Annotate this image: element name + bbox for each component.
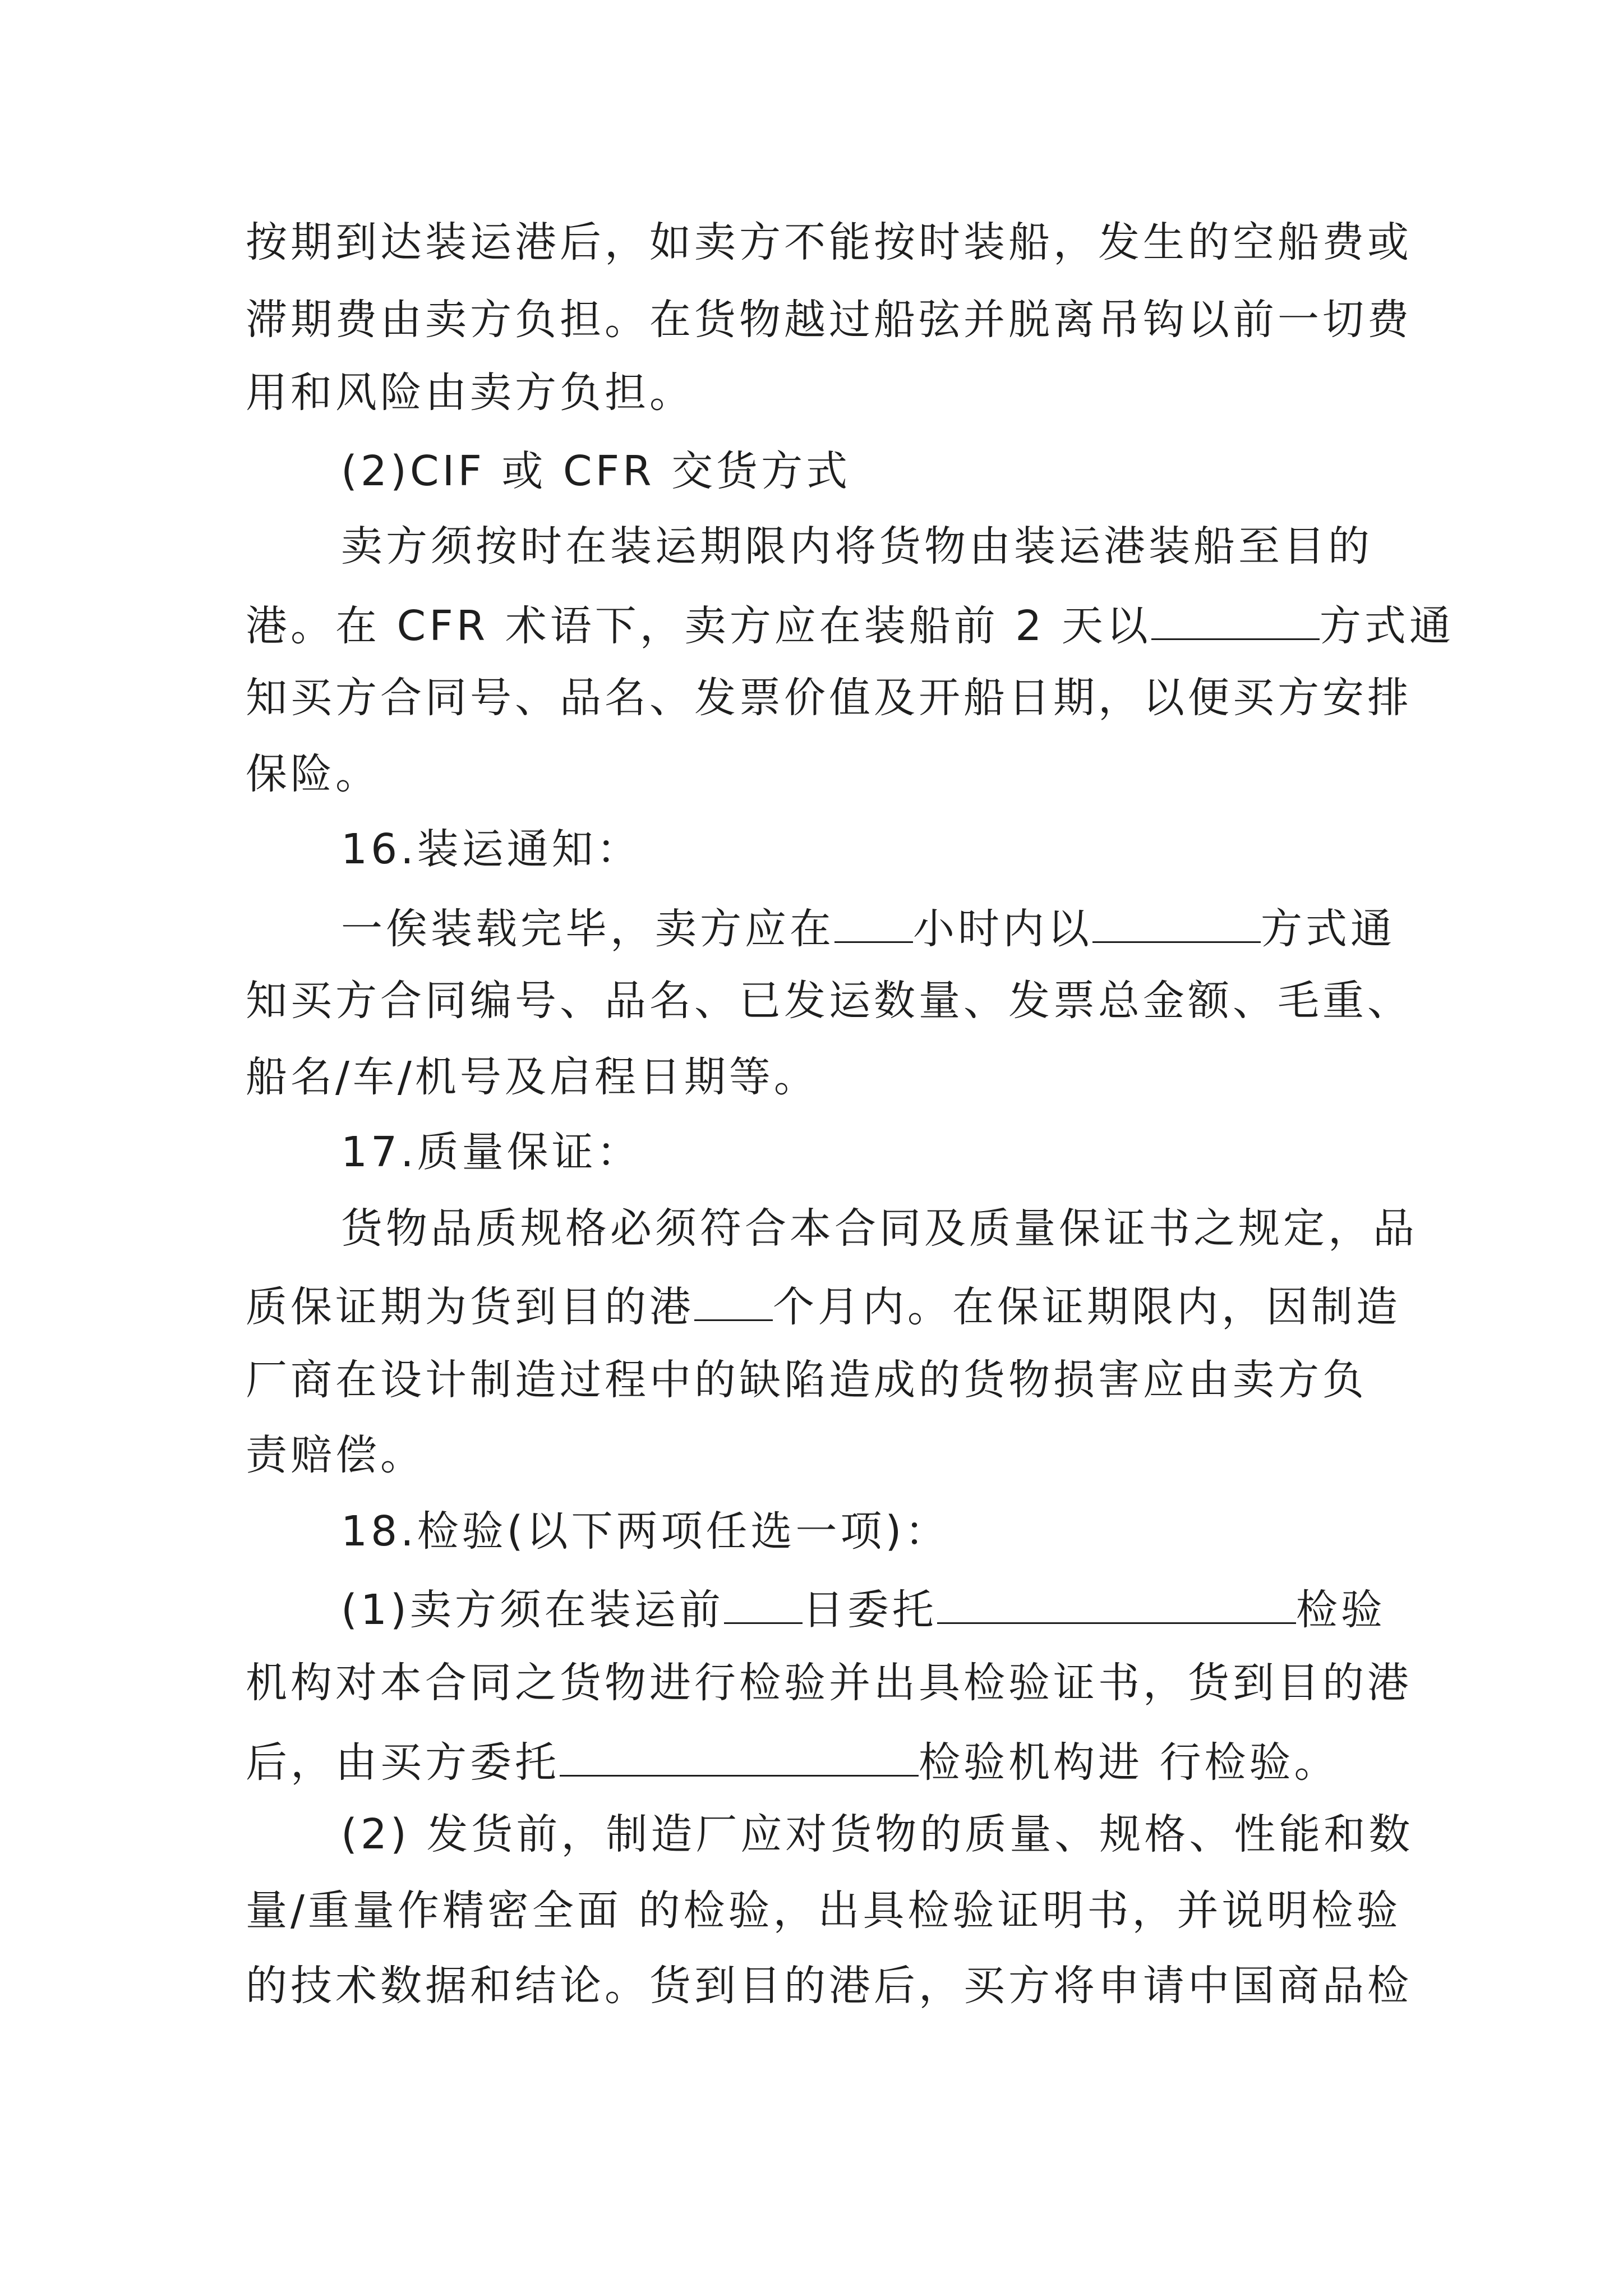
line-text: 日委托 — [802, 1586, 937, 1634]
line-text: 量/重量作精密全面 的检验，出具检验证明书，并说明检验 — [246, 1887, 1401, 1935]
line-text: 机构对本合同之货物进行检验并出具检验证书，货到目的港 — [246, 1659, 1412, 1707]
line-text: 卖方须按时在装运期限内将货物由装运港装船至目的 — [341, 522, 1373, 570]
line-text: 知买方合同编号、品名、已发运数量、发票总金额、毛重、 — [246, 977, 1412, 1025]
line-text: 滞期费由卖方负担。在货物越过船弦并脱离吊钩以前一切费 — [246, 296, 1412, 344]
line-text: 方式通 — [1261, 905, 1395, 953]
fill-in-blank[interactable] — [694, 1276, 773, 1321]
line-text: (2)CIF 或 CFR 交货方式 — [341, 447, 851, 495]
line-text: 知买方合同号、品名、发票价值及开船日期，以便买方安排 — [246, 674, 1412, 722]
text-line — [341, 898, 1623, 957]
text-line — [246, 595, 1623, 654]
fill-in-blank[interactable] — [1151, 595, 1320, 640]
line-text: 的技术数据和结论。货到目的港后，买方将申请中国商品检 — [246, 1962, 1412, 2010]
line-text: (2) 发货前，制造厂应对货物的质量、规格、性能和数 — [341, 1810, 1414, 1858]
fill-in-blank[interactable] — [834, 898, 913, 943]
line-text: 质保证期为货到目的港 — [246, 1283, 694, 1331]
text-line — [246, 1958, 1623, 2014]
line-text: 18.检验(以下两项任选一项)： — [341, 1507, 950, 1556]
text-line — [341, 1806, 1623, 1862]
line-text: 检验 — [1295, 1586, 1386, 1634]
line-text: 按期到达装运港后，如卖方不能按时装船，发生的空船费或 — [246, 218, 1412, 266]
text-line — [246, 1276, 1623, 1335]
text-line — [341, 1579, 1623, 1638]
line-text: 后，由买方委托 — [246, 1738, 560, 1787]
text-line — [341, 1124, 1623, 1180]
text-line — [246, 1427, 1623, 1483]
line-text: 17.质量保证： — [341, 1128, 642, 1176]
text-line — [246, 746, 1623, 802]
line-text: 厂商在设计制造过程中的缺陷造成的货物损害应由卖方负 — [246, 1356, 1367, 1404]
fill-in-blank[interactable] — [724, 1579, 803, 1624]
text-line — [246, 1655, 1623, 1711]
line-text: 方式通 — [1319, 602, 1454, 650]
text-line — [246, 1731, 1623, 1791]
text-line — [246, 292, 1623, 348]
text-line — [341, 821, 1623, 877]
text-line — [341, 443, 1623, 499]
fill-in-blank[interactable] — [937, 1579, 1296, 1624]
text-line — [246, 1049, 1623, 1105]
text-line — [246, 365, 1623, 421]
line-text: 用和风险由卖方负担。 — [246, 369, 694, 417]
fill-in-blank[interactable] — [560, 1731, 919, 1777]
line-text: 船名/车/机号及启程日期等。 — [246, 1053, 819, 1101]
text-line — [341, 1200, 1623, 1257]
line-text: 港。在 CFR 术语下，卖方应在装船前 2 天以 — [246, 602, 1151, 650]
line-text: 货物品质规格必须符合本合同及质量保证书之规定，品 — [341, 1204, 1418, 1253]
fill-in-blank[interactable] — [1092, 898, 1261, 943]
line-text: (1)卖方须在装运前 — [341, 1586, 724, 1634]
line-text: 小时内以 — [913, 905, 1092, 953]
line-text: 个月内。在保证期限内，因制造 — [773, 1283, 1401, 1331]
text-line — [341, 1503, 1623, 1559]
line-text: 检验机构进 行检验。 — [919, 1738, 1339, 1787]
line-text: 一俟装载完毕，卖方应在 — [341, 905, 834, 953]
line-text: 16.装运通知： — [341, 825, 642, 873]
text-line — [246, 1883, 1623, 1939]
line-text: 保险。 — [246, 750, 380, 798]
text-line — [246, 214, 1623, 270]
text-line — [341, 518, 1623, 574]
line-text: 责赔偿。 — [246, 1431, 425, 1479]
text-line — [246, 670, 1623, 726]
text-line — [246, 1352, 1623, 1408]
text-line — [246, 973, 1623, 1029]
